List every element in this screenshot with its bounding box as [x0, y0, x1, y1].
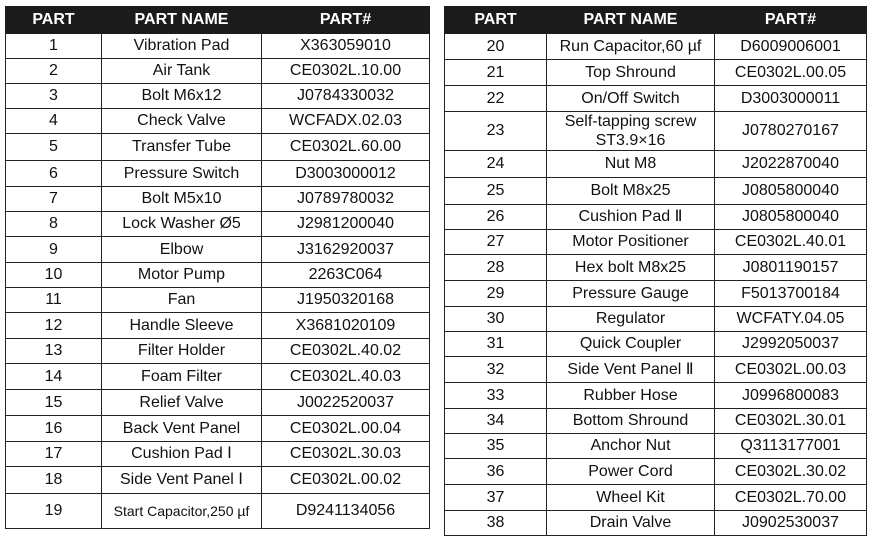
part-name-cell: Nut M8	[547, 151, 715, 178]
part-code-cell: D9241134056	[262, 494, 430, 529]
part-name-cell: Drain Valve	[547, 511, 715, 536]
part-name-cell: Power Cord	[547, 459, 715, 485]
part-number-cell: 4	[6, 109, 102, 134]
part-number-cell: 6	[6, 161, 102, 187]
part-number-cell: 5	[6, 134, 102, 161]
table-row	[6, 187, 430, 212]
table-row	[445, 357, 867, 383]
table-row	[445, 434, 867, 459]
table-row	[6, 416, 430, 442]
table-row	[445, 383, 867, 409]
table-row	[6, 339, 430, 364]
table-row	[6, 494, 430, 529]
header-part-name: PART NAME	[547, 7, 715, 34]
part-code-cell: J0789780032	[262, 187, 430, 212]
part-code-cell: J0805800040	[715, 178, 867, 205]
part-code-cell: WCFADX.02.03	[262, 109, 430, 134]
part-code-cell: CE0302L.40.03	[262, 364, 430, 390]
part-name-cell: Filter Holder	[102, 339, 262, 364]
part-code-cell: WCFATY.04.05	[715, 307, 867, 332]
part-code-cell: J0902530037	[715, 511, 867, 536]
table-row	[445, 511, 867, 536]
part-number-cell: 21	[445, 60, 547, 86]
table-row	[6, 59, 430, 84]
part-number-cell: 36	[445, 459, 547, 485]
table-row	[6, 212, 430, 237]
part-name-cell: Motor Pump	[102, 263, 262, 288]
table-row	[445, 255, 867, 281]
part-name-cell: Side Vent Panel Ⅰ	[102, 467, 262, 494]
part-code-cell: J0780270167	[715, 112, 867, 151]
part-number-cell: 10	[6, 263, 102, 288]
part-name-cell: Fan	[102, 288, 262, 313]
part-name-cell: Self-tapping screw ST3.9×16	[547, 112, 715, 151]
part-name-cell: Lock Washer Ø5	[102, 212, 262, 237]
table-row	[445, 307, 867, 332]
part-name-cell: Cushion Pad Ⅰ	[102, 442, 262, 467]
table-row	[6, 288, 430, 313]
part-number-cell: 22	[445, 86, 547, 112]
part-number-cell: 14	[6, 364, 102, 390]
table-row	[6, 467, 430, 494]
table-row	[445, 459, 867, 485]
part-name-cell: Elbow	[102, 237, 262, 263]
part-code-cell: CE0302L.00.03	[715, 357, 867, 383]
part-code-cell: J3162920037	[262, 237, 430, 263]
table-row	[6, 442, 430, 467]
part-code-cell: J2981200040	[262, 212, 430, 237]
table-row	[445, 409, 867, 434]
part-number-cell: 13	[6, 339, 102, 364]
part-code-cell: Q3113177001	[715, 434, 867, 459]
part-name-cell: Regulator	[547, 307, 715, 332]
part-name-cell: Start Capacitor,250 µf	[102, 494, 262, 529]
part-number-cell: 2	[6, 59, 102, 84]
part-code-cell: J0996800083	[715, 383, 867, 409]
part-name-cell: Back Vent Panel	[102, 416, 262, 442]
table-row	[6, 364, 430, 390]
part-code-cell: X3681020109	[262, 313, 430, 339]
part-name-cell: Pressure Gauge	[547, 281, 715, 307]
part-name-cell: Rubber Hose	[547, 383, 715, 409]
table-row	[445, 86, 867, 112]
part-code-cell: CE0302L.30.02	[715, 459, 867, 485]
table-row	[6, 161, 430, 187]
part-code-cell: CE0302L.00.05	[715, 60, 867, 86]
part-code-cell: CE0302L.70.00	[715, 485, 867, 511]
part-name-cell: Top Shround	[547, 60, 715, 86]
part-number-cell: 3	[6, 84, 102, 109]
part-name-cell: Cushion Pad Ⅱ	[547, 205, 715, 230]
part-name-cell: Run Capacitor,60 µf	[547, 34, 715, 60]
table-row	[445, 281, 867, 307]
part-number-cell: 29	[445, 281, 547, 307]
header-part: PART	[6, 7, 102, 34]
part-name-cell: Bolt M6x12	[102, 84, 262, 109]
part-number-cell: 25	[445, 178, 547, 205]
part-code-cell: CE0302L.40.02	[262, 339, 430, 364]
part-code-cell: CE0302L.00.02	[262, 467, 430, 494]
table-row	[445, 332, 867, 357]
header-part-number: PART#	[715, 7, 867, 34]
part-name-cell: Handle Sleeve	[102, 313, 262, 339]
part-code-cell: D3003000011	[715, 86, 867, 112]
part-number-cell: 9	[6, 237, 102, 263]
part-number-cell: 30	[445, 307, 547, 332]
table-header-row	[6, 7, 430, 34]
part-code-cell: D3003000012	[262, 161, 430, 187]
part-name-cell: On/Off Switch	[547, 86, 715, 112]
part-name-cell: Bolt M5x10	[102, 187, 262, 212]
table-row	[445, 230, 867, 255]
table-row	[445, 205, 867, 230]
part-number-cell: 20	[445, 34, 547, 60]
part-code-cell: CE0302L.60.00	[262, 134, 430, 161]
part-number-cell: 26	[445, 205, 547, 230]
part-code-cell: J0805800040	[715, 205, 867, 230]
table-row	[6, 237, 430, 263]
part-number-cell: 24	[445, 151, 547, 178]
header-part-name: PART NAME	[102, 7, 262, 34]
parts-table-body-left	[6, 34, 430, 529]
part-code-cell: CE0302L.40.01	[715, 230, 867, 255]
table-row	[445, 112, 867, 151]
part-name-cell: Vibration Pad	[102, 34, 262, 59]
part-code-cell: J2992050037	[715, 332, 867, 357]
part-number-cell: 17	[6, 442, 102, 467]
table-row	[6, 84, 430, 109]
table-row	[445, 485, 867, 511]
table-row	[6, 390, 430, 416]
part-name-cell: Hex bolt M8x25	[547, 255, 715, 281]
part-number-cell: 12	[6, 313, 102, 339]
part-code-cell: CE0302L.30.03	[262, 442, 430, 467]
part-code-cell: X363059010	[262, 34, 430, 59]
header-part-number: PART#	[262, 7, 430, 34]
part-name-cell: Bolt M8x25	[547, 178, 715, 205]
part-name-cell: Motor Positioner	[547, 230, 715, 255]
part-number-cell: 11	[6, 288, 102, 313]
part-name-cell: Anchor Nut	[547, 434, 715, 459]
part-name-cell: Quick Coupler	[547, 332, 715, 357]
part-name-cell: Air Tank	[102, 59, 262, 84]
part-name-cell: Transfer Tube	[102, 134, 262, 161]
part-code-cell: CE0302L.10.00	[262, 59, 430, 84]
parts-table-right	[444, 6, 867, 536]
part-name-cell: Relief Valve	[102, 390, 262, 416]
part-number-cell: 19	[6, 494, 102, 529]
part-code-cell: CE0302L.30.01	[715, 409, 867, 434]
table-row	[445, 178, 867, 205]
part-number-cell: 32	[445, 357, 547, 383]
part-code-cell: 2263C064	[262, 263, 430, 288]
part-number-cell: 1	[6, 34, 102, 59]
part-number-cell: 34	[445, 409, 547, 434]
part-number-cell: 38	[445, 511, 547, 536]
part-name-cell: Foam Filter	[102, 364, 262, 390]
table-row	[6, 34, 430, 59]
part-number-cell: 37	[445, 485, 547, 511]
part-name-cell: Check Valve	[102, 109, 262, 134]
part-code-cell: J0022520037	[262, 390, 430, 416]
part-code-cell: F5013700184	[715, 281, 867, 307]
table-row	[445, 60, 867, 86]
table-row	[6, 134, 430, 161]
part-number-cell: 33	[445, 383, 547, 409]
part-number-cell: 23	[445, 112, 547, 151]
table-row	[6, 313, 430, 339]
part-number-cell: 35	[445, 434, 547, 459]
part-number-cell: 28	[445, 255, 547, 281]
part-number-cell: 31	[445, 332, 547, 357]
table-row	[6, 109, 430, 134]
part-number-cell: 7	[6, 187, 102, 212]
part-name-cell: Side Vent Panel Ⅱ	[547, 357, 715, 383]
table-row	[445, 34, 867, 60]
table-row	[6, 263, 430, 288]
part-name-cell: Pressure Switch	[102, 161, 262, 187]
part-number-cell: 27	[445, 230, 547, 255]
part-code-cell: J0784330032	[262, 84, 430, 109]
part-code-cell: CE0302L.00.04	[262, 416, 430, 442]
header-part: PART	[445, 7, 547, 34]
part-number-cell: 18	[6, 467, 102, 494]
part-name-cell: Wheel Kit	[547, 485, 715, 511]
parts-table-body-right	[445, 34, 867, 536]
part-number-cell: 16	[6, 416, 102, 442]
part-code-cell: D6009006001	[715, 34, 867, 60]
table-row	[445, 151, 867, 178]
table-header-row	[445, 7, 867, 34]
parts-table-left	[5, 6, 430, 529]
part-code-cell: J1950320168	[262, 288, 430, 313]
part-number-cell: 8	[6, 212, 102, 237]
part-number-cell: 15	[6, 390, 102, 416]
part-code-cell: J0801190157	[715, 255, 867, 281]
part-name-cell: Bottom Shround	[547, 409, 715, 434]
part-code-cell: J2022870040	[715, 151, 867, 178]
